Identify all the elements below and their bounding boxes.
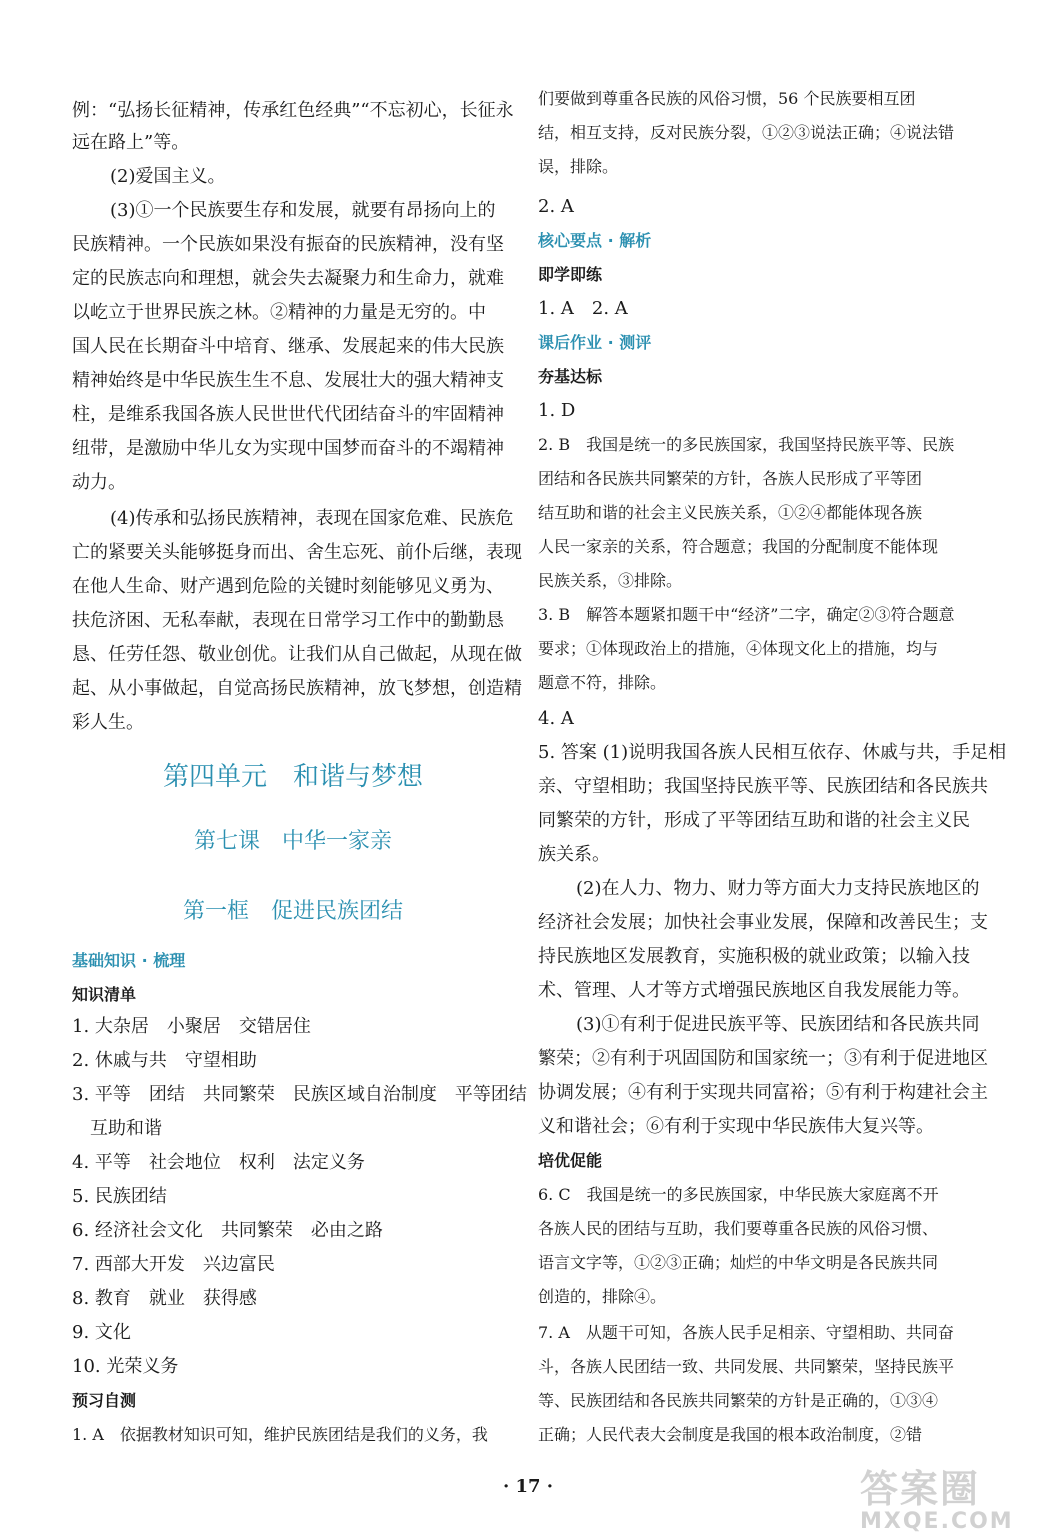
subsection-heading: 夯基达标	[538, 367, 603, 386]
answer-line: 2. A	[538, 196, 574, 217]
answer-line: 持民族地区发展教育，实施积极的就业政策；以输入技	[538, 946, 970, 967]
list-item: 8. 教育 就业 获得感	[72, 1288, 257, 1309]
text-line: 扶危济困、无私奉献，表现在日常学习工作中的勤勤恳	[72, 610, 504, 631]
answer-line: 创造的，排除④。	[538, 1287, 667, 1306]
text-line: (2)爱国主义。	[110, 166, 226, 187]
answer-line: 题意不符，排除。	[538, 673, 667, 692]
text-line: 在他人生命、财产遇到危险的关键时刻能够见义勇为、	[72, 576, 504, 597]
answer-line: 经济社会发展；加快社会事业发展，保障和改善民生；支	[538, 912, 988, 933]
list-item: 2. 休戚与共 守望相助	[72, 1050, 257, 1071]
watermark-text: 答案圈	[860, 1467, 981, 1511]
text-line: 亡的紧要关头能够挺身而出、舍生忘死、前仆后继，表现	[72, 542, 522, 563]
answer-line: 术、管理、人才等方式增强民族地区自我发展能力等。	[538, 980, 970, 1001]
text-line: 定的民族志向和理想，就会失去凝聚力和生命力，就难	[72, 268, 504, 289]
lesson-title: 第七课 中华一家亲	[193, 829, 392, 854]
subsection-heading: 预习自测	[72, 1391, 137, 1410]
answer-line: 繁荣；②有利于巩固国防和国家统一；③有利于促进地区	[538, 1048, 988, 1069]
answer-line: 团结和各民族共同繁荣的方针，各族人民形成了平等团	[538, 469, 923, 488]
text-line: 彩人生。	[72, 712, 144, 733]
answer-line: 义和谐社会；⑥有利于实现中华民族伟大复兴等。	[538, 1116, 934, 1137]
answer-line: 5. 答案 (1)说明我国各族人民相互依存、休戚与共，手足相	[538, 742, 1007, 763]
text-line: 例：“弘扬长征精神，传承红色经典”“不忘初心，长征永	[72, 100, 514, 121]
text-line: (4)传承和弘扬民族精神，表现在国家危难、民族危	[110, 508, 514, 529]
answer-line: 各族人民的团结与互助，我们要尊重各民族的风俗习惯、	[538, 1219, 939, 1238]
subsection-heading: 培优促能	[538, 1151, 603, 1170]
answer-line: 误，排除。	[538, 157, 619, 176]
section-heading: 核心要点 · 解析	[538, 231, 652, 250]
list-item: 6. 经济社会文化 共同繁荣 必由之路	[72, 1220, 383, 1241]
answer-line: 2. B 我国是统一的多民族国家，我国坚持民族平等、民族	[538, 435, 955, 454]
subsection-heading: 知识清单	[72, 985, 137, 1004]
answer-line: 1. A 2. A	[538, 298, 628, 319]
text-line: 民族精神。一个民族如果没有振奋的民族精神，没有坚	[72, 234, 504, 255]
answer-line: 7. A 从题干可知，各族人民手足相亲、守望相助、共同奋	[538, 1323, 954, 1342]
list-item: 4. 平等 社会地位 权利 法定义务	[72, 1152, 365, 1173]
text-line: 远在路上”等。	[72, 132, 190, 153]
text-line: 纽带，是激励中华儿女为实现中国梦而奋斗的不竭精神	[72, 438, 504, 459]
answer-line: 斗，各族人民团结一致、共同发展、共同繁荣，坚持民族平	[538, 1357, 955, 1376]
answer-line: 同繁荣的方针，形成了平等团结互助和谐的社会主义民	[538, 810, 970, 831]
answer-line: 族关系。	[538, 844, 610, 865]
text-line: 以屹立于世界民族之林。②精神的力量是无穷的。中	[72, 302, 486, 323]
watermark-url: MXQE.COM	[860, 1509, 1014, 1534]
watermark-logo	[860, 1458, 1040, 1534]
answer-line: 4. A	[538, 708, 574, 729]
list-item: 1. 大杂居 小聚居 交错居住	[72, 1016, 311, 1037]
list-item: 互助和谐	[90, 1118, 162, 1139]
answer-line: 6. C 我国是统一的多民族国家，中华民族大家庭离不开	[538, 1185, 939, 1204]
answer-line: 结互助和谐的社会主义民族关系，①②④都能体现各族	[538, 503, 923, 522]
list-item: 9. 文化	[72, 1322, 131, 1343]
answer-line: 民族关系，③排除。	[538, 571, 683, 590]
section-heading: 基础知识 · 梳理	[72, 951, 186, 970]
answer-line: 1. A 依据教材知识可知，维护民族团结是我们的义务，我	[72, 1425, 488, 1444]
text-line: 恳、任劳任怨、敬业创优。让我们从自己做起，从现在做	[72, 644, 522, 665]
answer-line: (3)①有利于促进民族平等、民族团结和各民族共同	[576, 1014, 980, 1035]
text-line: 柱，是维系我国各族人民世世代代团结奋斗的牢固精神	[72, 404, 504, 425]
answer-line: 协调发展；④有利于实现共同富裕；⑤有利于构建社会主	[538, 1082, 988, 1103]
text-line: 动力。	[72, 472, 126, 493]
answer-line: 等、民族团结和各民族共同繁荣的方针是正确的，①③④	[538, 1391, 939, 1410]
answer-line: 1. D	[538, 400, 576, 421]
text-line: 精神始终是中华民族生生不息、发展壮大的强大精神支	[72, 370, 504, 391]
frame-title: 第一框 促进民族团结	[182, 899, 403, 924]
page-number: · 17 ·	[502, 1476, 554, 1497]
unit-title: 第四单元 和谐与梦想	[162, 762, 423, 792]
list-item: 5. 民族团结	[72, 1186, 167, 1207]
list-item: 3. 平等 团结 共同繁荣 民族区域自治制度 平等团结	[72, 1084, 527, 1105]
answer-line: 结，相互支持，反对民族分裂，①②③说法正确；④说法错	[538, 123, 955, 142]
text-line: 国人民在长期奋斗中培育、继承、发展起来的伟大民族	[72, 336, 504, 357]
answer-line: 们要做到尊重各民族的风俗习惯，56 个民族要相互团	[538, 89, 916, 108]
text-line: 起、从小事做起，自觉高扬民族精神，放飞梦想，创造精	[72, 678, 522, 699]
answer-line: 3. B 解答本题紧扣题干中“经济”二字，确定②③符合题意	[538, 605, 955, 624]
text-line: (3)①一个民族要生存和发展，就要有昂扬向上的	[110, 200, 496, 221]
answer-line: 亲、守望相助；我国坚持民族平等、民族团结和各民族共	[538, 776, 988, 797]
section-heading: 课后作业 · 测评	[538, 333, 652, 352]
list-item: 10. 光荣义务	[72, 1356, 179, 1377]
answer-line: 人民一家亲的关系，符合题意；我国的分配制度不能体现	[538, 537, 939, 556]
subsection-heading: 即学即练	[538, 265, 603, 284]
answer-line: 正确；人民代表大会制度是我国的根本政治制度，②错	[538, 1425, 923, 1444]
answer-line: 语言文字等，①②③正确；灿烂的中华文明是各民族共同	[538, 1253, 939, 1272]
list-item: 7. 西部大开发 兴边富民	[72, 1254, 275, 1275]
answer-line: 要求；①体现政治上的措施，④体现文化上的措施，均与	[538, 639, 939, 658]
answer-line: (2)在人力、物力、财力等方面大力支持民族地区的	[576, 878, 980, 899]
